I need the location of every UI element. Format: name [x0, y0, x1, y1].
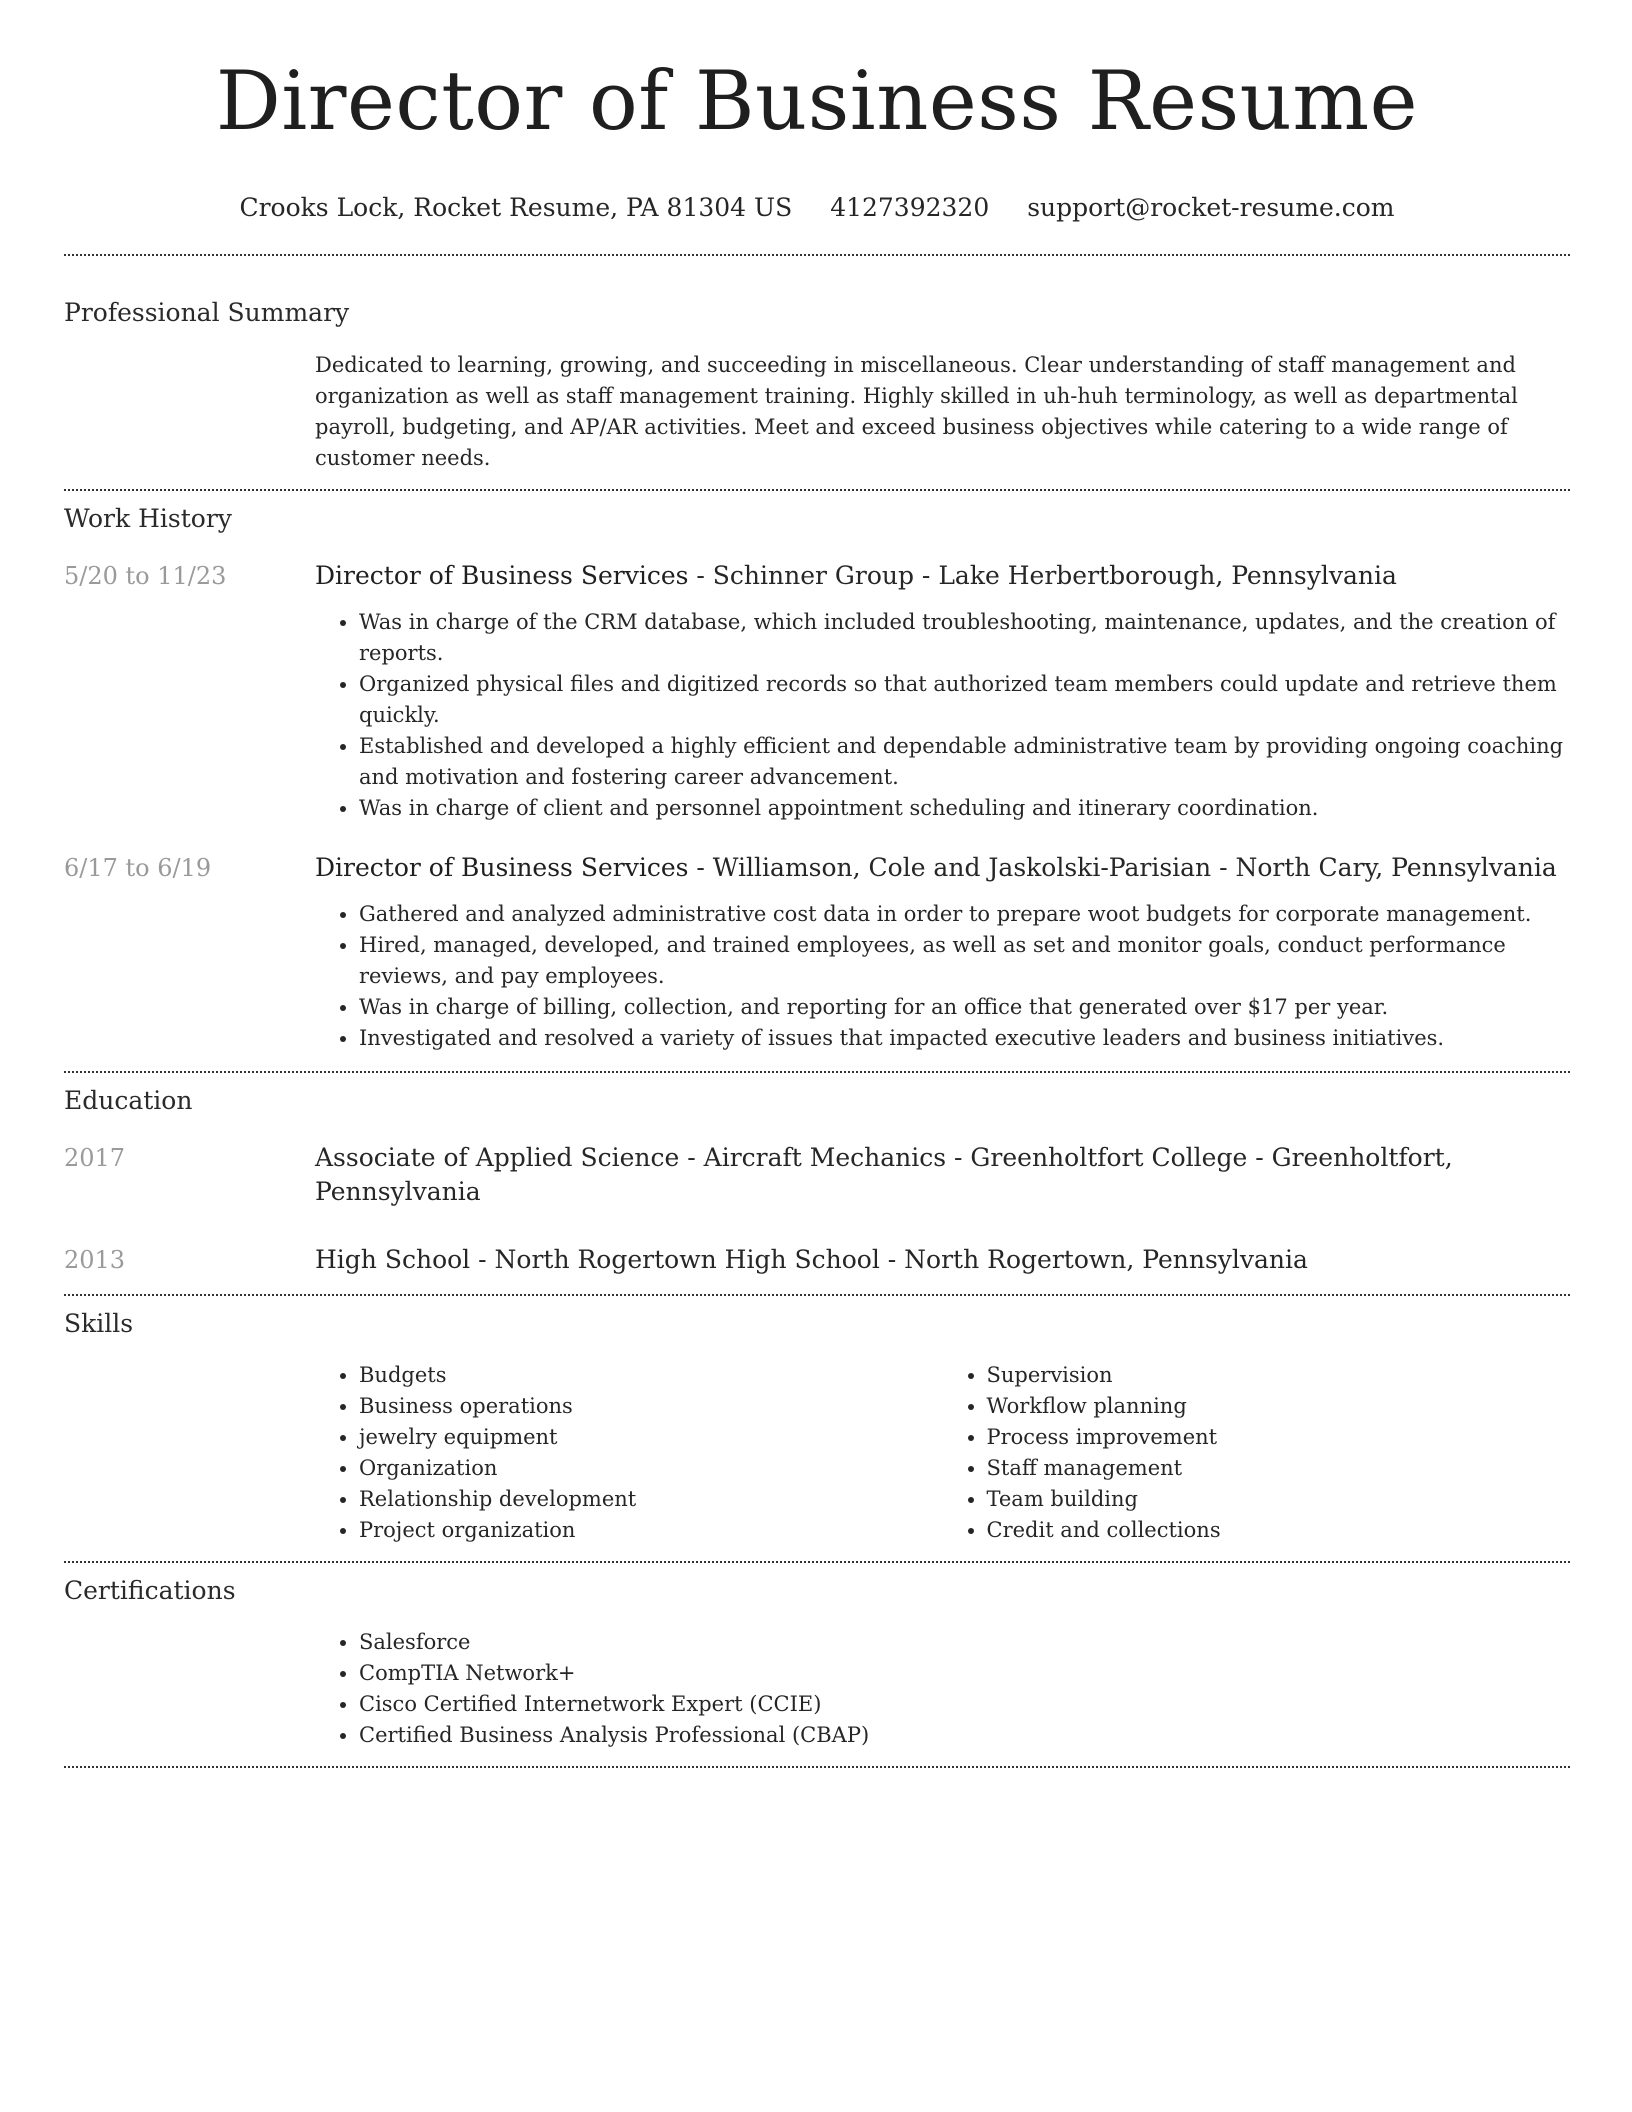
divider	[64, 1561, 1570, 1563]
education-section	[64, 1084, 1570, 1277]
contact-address: Crooks Lock, Rocket Resume, PA 81304 US	[239, 193, 793, 222]
list-item: • Business operations	[359, 1391, 943, 1422]
list-item: • Budgets	[359, 1360, 943, 1391]
list-item: • Project organization	[359, 1515, 943, 1546]
skills-list-left	[315, 1360, 943, 1546]
divider	[64, 1766, 1570, 1768]
list-item: • Supervision	[987, 1360, 1571, 1391]
skills-grid	[315, 1360, 1570, 1546]
divider	[64, 1071, 1570, 1073]
certifications-section	[64, 1574, 1570, 1751]
job-heading	[315, 851, 1570, 885]
list-item: • Process improvement	[987, 1422, 1571, 1453]
list-item: • Organization	[359, 1453, 943, 1484]
list-item: • Was in charge of billing, collection, and reporting for an office that generated over $17 per year.	[359, 992, 1570, 1023]
job-role: Director of Business Services	[315, 853, 689, 882]
list-item: • Hired, managed, developed, and trained employees, as well as set and monitor goals, conduct performance reviews, and pay employees.	[359, 930, 1570, 992]
education-heading: Education	[64, 1086, 193, 1115]
job-entry	[64, 559, 1570, 824]
contact-line	[64, 191, 1570, 225]
job-company-location: - Schinner Group - Lake Herbertborough, Pennsylvania	[688, 561, 1397, 590]
education-detail: High School - North Rogertown High School - North Rogertown, Pennsylvania	[315, 1245, 1308, 1274]
job-entry	[64, 851, 1570, 1054]
skills-heading: Skills	[64, 1309, 134, 1338]
list-item: • Was in charge of the CRM database, which included troubleshooting, maintenance, updates, and the creation of reports.	[359, 607, 1570, 669]
list-item: • Gathered and analyzed administrative cost data in order to prepare woot budgets for corporate management.	[359, 899, 1570, 930]
job-role: Director of Business Services	[315, 561, 689, 590]
certifications-list	[315, 1627, 1570, 1751]
list-item: • Salesforce	[359, 1627, 1570, 1658]
contact-phone: 4127392320	[830, 193, 990, 222]
list-item: • Established and developed a highly efficient and dependable administrative team by providing ongoing coaching and motivation and fostering career advancement.	[359, 731, 1570, 793]
resume-page	[64, 0, 1570, 1768]
contact-email: support@rocket-resume.com	[1027, 193, 1395, 222]
list-item: • Cisco Certified Internetwork Expert (CCIE)	[359, 1689, 1570, 1720]
list-item: • Was in charge of client and personnel appointment scheduling and itinerary coordination.	[359, 793, 1570, 824]
job-heading	[315, 559, 1570, 593]
list-item: • Team building	[987, 1484, 1571, 1515]
list-item: • Relationship development	[359, 1484, 943, 1515]
education-entry	[64, 1243, 1570, 1277]
divider	[64, 1294, 1570, 1296]
certifications-heading: Certifications	[64, 1576, 236, 1605]
job-dates: 5/20 to 11/23	[64, 562, 227, 590]
divider	[64, 489, 1570, 491]
job-dates: 6/17 to 6/19	[64, 854, 212, 882]
list-item: • Certified Business Analysis Professional (CBAP)	[359, 1720, 1570, 1751]
skills-section	[64, 1307, 1570, 1546]
education-year: 2017	[64, 1144, 126, 1172]
job-company-location: - Williamson, Cole and Jaskolski-Parisian - North Cary, Pennsylvania	[688, 853, 1557, 882]
summary-text: Dedicated to learning, growing, and succeeding in miscellaneous. Clear understanding of staff management and organization as well as staff management training. Highly skilled in uh-huh terminology, as well as departmental payroll, budgeting, and AP/AR activities. Meet and exceed business objectives while catering to a wide range of customer needs.	[315, 353, 1518, 470]
divider	[64, 254, 1570, 256]
work-history-section	[64, 502, 1570, 1054]
list-item: • Organized physical files and digitized records so that authorized team members could update and retrieve them quickly.	[359, 669, 1570, 731]
list-item: • Credit and collections	[987, 1515, 1571, 1546]
summary-heading: Professional Summary	[64, 298, 350, 327]
education-detail: Associate of Applied Science - Aircraft Mechanics - Greenholtfort College - Greenholtfort, Pennsylvania	[315, 1143, 1453, 1206]
list-item: • CompTIA Network+	[359, 1658, 1570, 1689]
list-item: • jewelry equipment	[359, 1422, 943, 1453]
summary-section	[64, 296, 1570, 474]
job-bullets	[315, 607, 1570, 824]
list-item: • Workflow planning	[987, 1391, 1571, 1422]
education-entry	[64, 1141, 1570, 1209]
education-year: 2013	[64, 1246, 126, 1274]
job-bullets	[315, 899, 1570, 1054]
resume-title: Director of Business Resume	[215, 55, 1419, 149]
work-history-heading: Work History	[64, 504, 232, 533]
list-item: • Investigated and resolved a variety of issues that impacted executive leaders and business initiatives.	[359, 1023, 1570, 1054]
list-item: • Staff management	[987, 1453, 1571, 1484]
skills-list-right	[943, 1360, 1571, 1546]
